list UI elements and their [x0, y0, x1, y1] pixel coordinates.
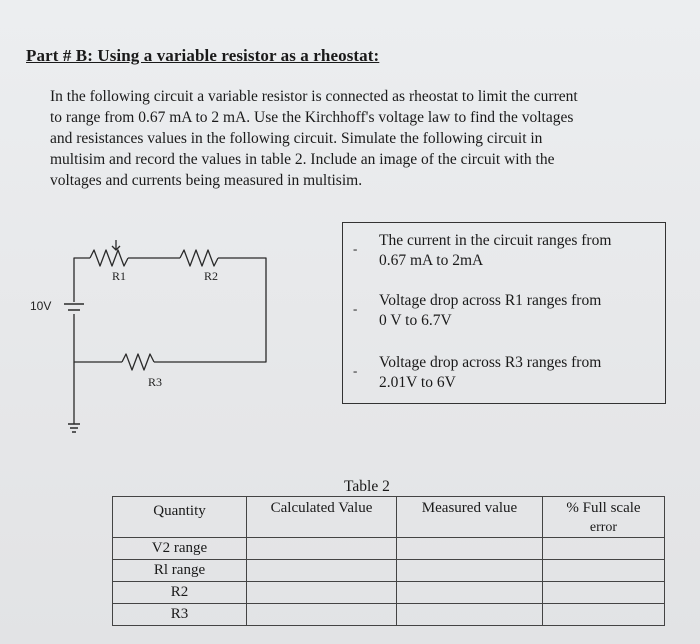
quantity-cell: R3: [113, 604, 247, 626]
calculated-cell[interactable]: [247, 538, 397, 560]
error-cell[interactable]: [543, 560, 665, 582]
source-voltage-label: 10V: [30, 299, 52, 313]
header-measured: Measured value: [397, 497, 543, 538]
note-line: Voltage drop across R3 ranges from: [379, 354, 602, 371]
note-line: 0.67 mA to 2mA: [379, 252, 484, 269]
results-table: [112, 496, 665, 626]
note-line: Voltage drop across R1 ranges from: [379, 292, 602, 309]
calculated-cell[interactable]: [247, 604, 397, 626]
r2-label: R2: [204, 269, 219, 283]
intro-paragraph: [50, 86, 660, 191]
header-calculated: Calculated Value: [247, 497, 397, 538]
wire-top-left: [74, 258, 90, 260]
header-error: % Full scale error: [543, 497, 665, 538]
wire-bottom-left: [74, 314, 122, 362]
calculated-cell[interactable]: [247, 582, 397, 604]
quantity-cell: R2: [113, 582, 247, 604]
table-row: [113, 560, 665, 582]
notes-box: [342, 222, 666, 404]
table-row: [113, 582, 665, 604]
quantity-cell: V2 range: [113, 538, 247, 560]
r1-label: R1: [112, 269, 127, 283]
table-header-row: [113, 497, 665, 538]
measured-cell[interactable]: [397, 560, 543, 582]
r1-wiper-arrow: [112, 240, 120, 250]
error-cell[interactable]: [543, 604, 665, 626]
table-row: [113, 604, 665, 626]
table-title: Table 2: [344, 478, 390, 495]
calculated-cell[interactable]: [247, 560, 397, 582]
battery-10v: [64, 304, 84, 310]
note-bullet: -: [353, 301, 358, 316]
ground-symbol: [68, 424, 80, 432]
intro-line: In the following circuit a variable resistor is connected as rheostat to limit the current: [50, 88, 578, 105]
header-quantity: Quantity: [113, 497, 247, 538]
intro-line: voltages and currents being measured in multisim.: [50, 172, 363, 189]
error-cell[interactable]: [543, 582, 665, 604]
measured-cell[interactable]: [397, 582, 543, 604]
intro-line: to range from 0.67 mA to 2 mA. Use the Kirchhoff's voltage law to find the voltages: [50, 109, 574, 126]
resistor-r1: [90, 250, 128, 266]
note-line: 0 V to 6.7V: [379, 312, 452, 329]
resistor-r2: [180, 250, 218, 266]
note-line: The current in the circuit ranges from: [379, 232, 612, 249]
measured-cell[interactable]: [397, 604, 543, 626]
intro-line: multisim and record the values in table 2. Include an image of the circuit with the: [50, 151, 555, 168]
note-line: 2.01V to 6V: [379, 374, 456, 391]
error-cell[interactable]: [543, 538, 665, 560]
note-bullet: -: [353, 241, 358, 256]
note-bullet: -: [353, 363, 358, 378]
quantity-cell: Rl range: [113, 560, 247, 582]
section-heading: Part # B: Using a variable resistor as a rheostat:: [26, 46, 380, 65]
measured-cell[interactable]: [397, 538, 543, 560]
r3-label: R3: [148, 375, 163, 389]
intro-line: and resistances values in the following circuit. Simulate the following circuit in: [50, 130, 543, 147]
circuit-diagram: [28, 228, 278, 448]
resistor-r3: [122, 354, 154, 370]
table-row: [113, 538, 665, 560]
